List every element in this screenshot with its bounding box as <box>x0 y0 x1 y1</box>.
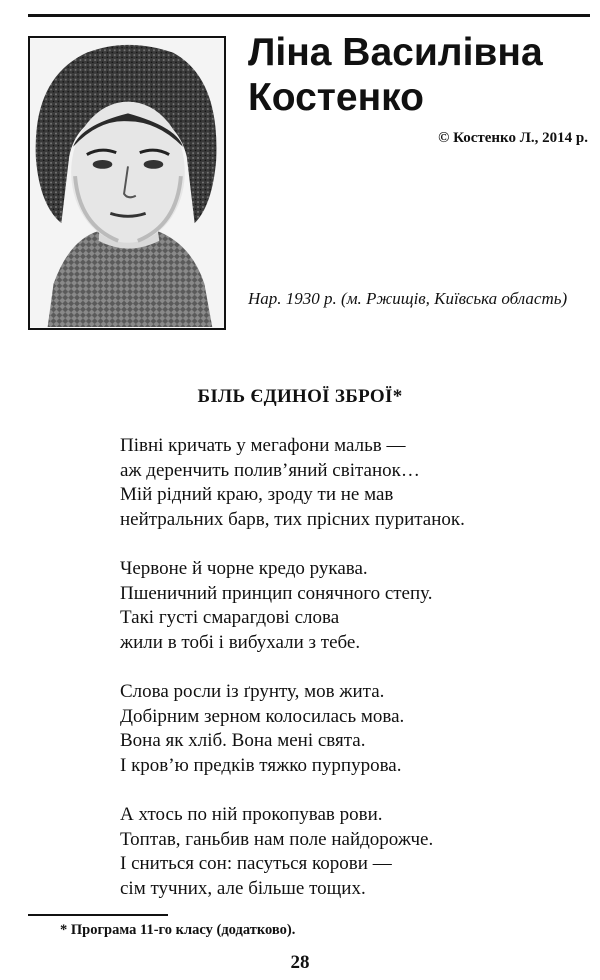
copyright-note: © Костенко Л., 2014 р. <box>438 130 588 146</box>
poem-line: жили в тобі і вибухали з тебе. <box>120 631 361 653</box>
author-name <box>248 30 588 120</box>
author-name-surname: Костенко <box>248 76 424 119</box>
poem-line: І кров’ю предків тяжко пурпурова. <box>120 754 402 776</box>
stanza <box>120 434 580 532</box>
stanza <box>120 557 580 655</box>
poem-line: І сниться сон: пасуться корови — <box>120 853 392 874</box>
poem-line: аж деренчить полив’яний світанок… <box>120 459 420 481</box>
top-rule <box>28 14 590 17</box>
footnote-divider <box>28 914 168 916</box>
poem-title-text: БІЛЬ ЄДИНОЇ ЗБРОЇ <box>197 386 393 407</box>
poem-line: Мій рідний краю, зроду ти не мав <box>120 484 394 505</box>
poem-line: Пшеничний принцип сонячного степу. <box>120 582 433 604</box>
footnote-marker: * <box>392 386 403 407</box>
poem-line: Топтав, ганьбив нам поле найдорожче. <box>120 828 434 850</box>
poem-line: Півні кричать у мегафони мальв — <box>120 435 406 456</box>
poem-line: Такі густі смарагдові слова <box>120 607 340 628</box>
author-portrait <box>28 36 226 330</box>
birth-info: Нар. 1930 р. (м. Ржищів, Київська область) <box>248 289 568 308</box>
stanza <box>120 803 580 901</box>
author-name-first-line: Ліна Василівна <box>248 31 543 74</box>
portrait-drawing <box>30 38 224 328</box>
poem-line: Добірним зерном колосилась мова. <box>120 705 405 727</box>
poem-line: А хтось по ній прокопував рови. <box>120 804 383 825</box>
poem-line: Вона як хліб. Вона мені свята. <box>120 730 366 751</box>
poem-line: сім тучних, але більше тощих. <box>120 877 366 899</box>
page-number: 28 <box>290 952 310 973</box>
poem-line: нейтральних барв, тих прісних пуританок. <box>120 508 465 530</box>
stanza <box>120 680 580 778</box>
poem-line: Слова росли із ґрунту, мов жита. <box>120 681 385 702</box>
footnote: * Програма 11-го класу (додатково). <box>60 922 296 938</box>
poem-title <box>0 386 600 408</box>
poem-line: Червоне й чорне кредо рукава. <box>120 558 368 579</box>
poem-body <box>120 434 580 926</box>
